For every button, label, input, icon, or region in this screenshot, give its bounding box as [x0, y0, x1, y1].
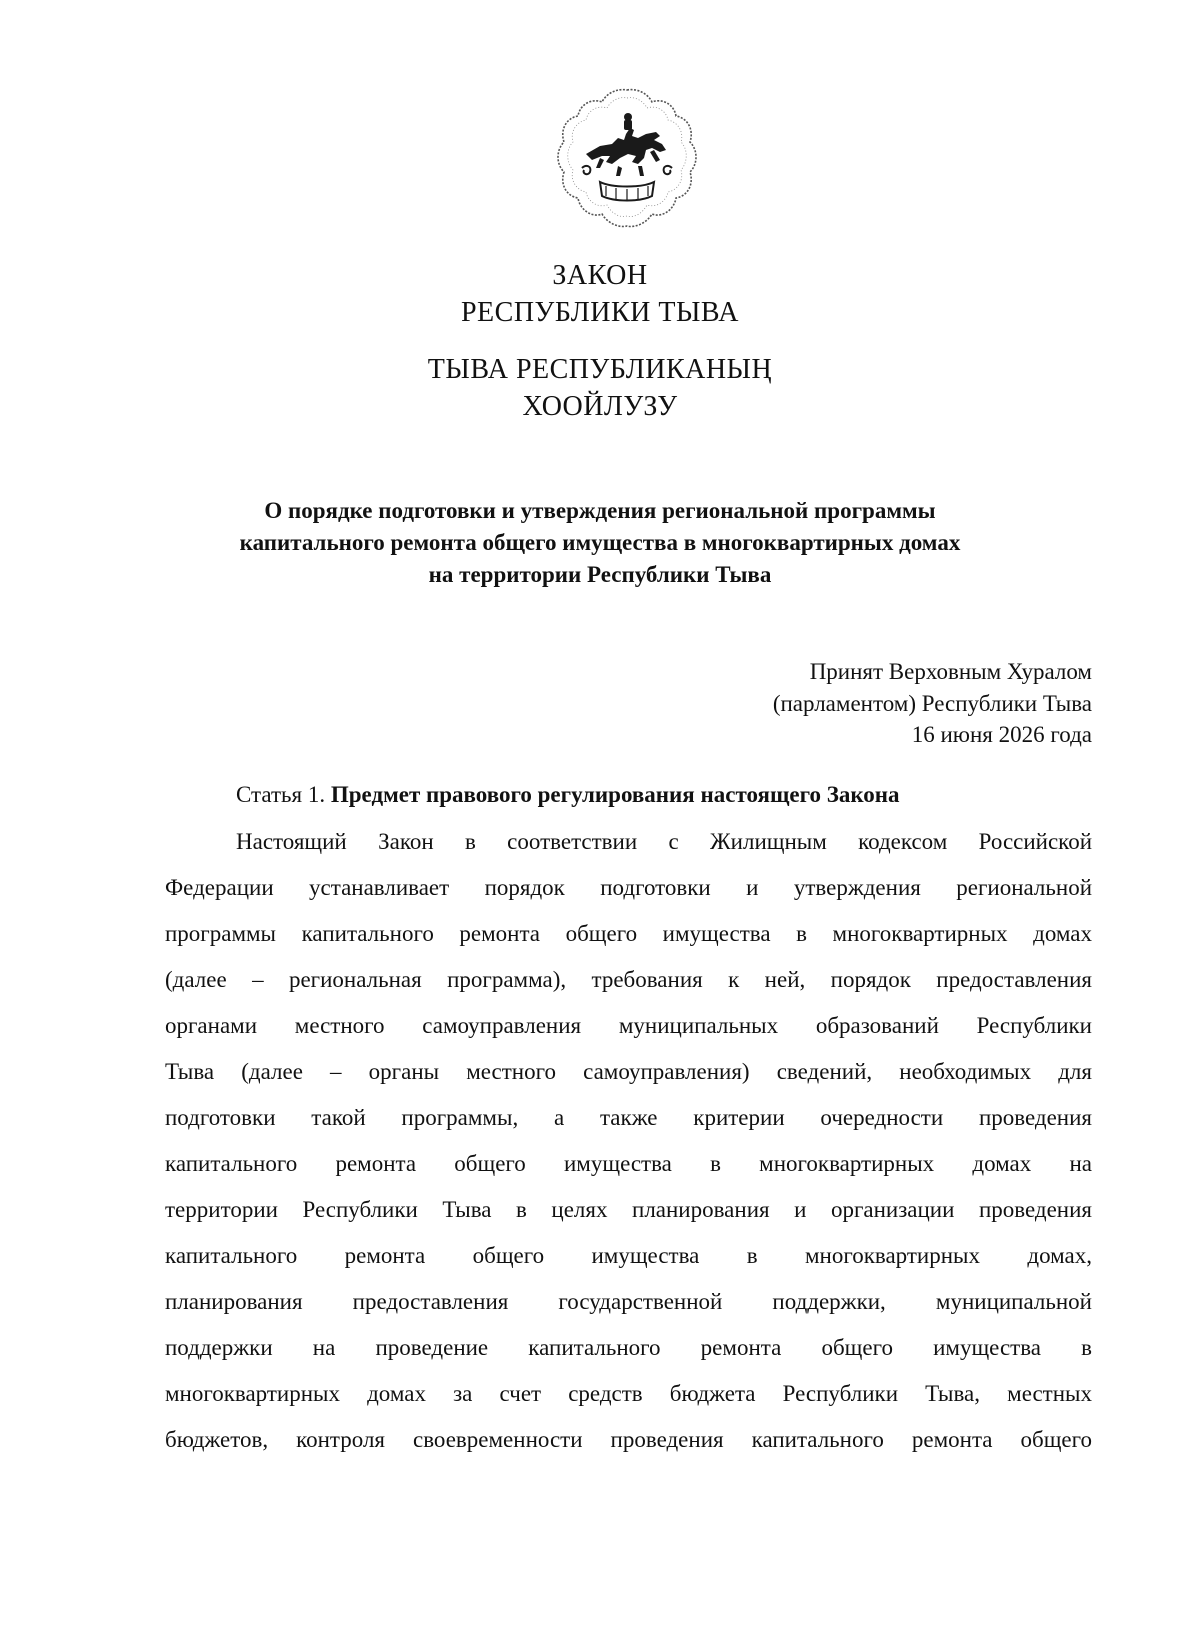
- article-line: капитального ремонта общего имущества в многоквартирных домах на: [165, 1151, 1092, 1176]
- article-line: (далее – региональная программа), требования к ней, порядок предоставления: [165, 967, 1092, 992]
- adopted-date: 16 июня 2026 года: [911, 722, 1092, 747]
- adopted-line2: (парламентом) Республики Тыва: [772, 691, 1092, 716]
- article-number: Статья 1.: [236, 782, 326, 807]
- article-line: многоквартирных домах за счет средств бюджета Республики Тыва, местных: [165, 1381, 1092, 1406]
- law-title-line2: капитального ремонта общего имущества в многоквартирных домах: [239, 530, 961, 555]
- adopted-line1: Принят Верховным Хуралом: [809, 659, 1092, 684]
- article-line: планирования предоставления государственной поддержки, муниципальной: [165, 1289, 1092, 1314]
- article-line: поддержки на проведение капитального ремонта общего имущества в: [165, 1335, 1092, 1360]
- article-line: территории Республики Тыва в целях планирования и организации проведения: [165, 1197, 1092, 1222]
- law-header-tv-line1: ТЫВА РЕСПУБЛИКАНЫҢ: [427, 354, 773, 385]
- law-title-line1: О порядке подготовки и утверждения региональной программы: [264, 498, 936, 523]
- article-line: программы капитального ремонта общего имущества в многоквартирных домах: [165, 921, 1092, 946]
- law-header-ru-line2: РЕСПУБЛИКИ ТЫВА: [460, 297, 740, 328]
- article-line: Настоящий Закон в соответствии с Жилищным кодексом Российской: [236, 829, 1092, 854]
- article-line: Тыва (далее – органы местного самоуправления) сведений, необходимых для: [165, 1059, 1092, 1084]
- law-header-tv-line2: ХООЙЛУЗУ: [522, 391, 678, 422]
- law-header-ru-line1: ЗАКОН: [552, 260, 648, 291]
- article-line: Федерации устанавливает порядок подготовки и утверждения региональной: [165, 875, 1092, 900]
- article-line: бюджетов, контроля своевременности проведения капитального ремонта общего: [165, 1427, 1092, 1452]
- article-line: капитального ремонта общего имущества в многоквартирных домах,: [165, 1243, 1092, 1268]
- law-title-line3: на территории Республики Тыва: [428, 562, 772, 587]
- article-line: органами местного самоуправления муниципальных образований Республики: [165, 1013, 1092, 1038]
- article-title: Предмет правового регулирования настоящего Закона: [330, 782, 900, 807]
- article-line: подготовки такой программы, а также критерии очередности проведения: [165, 1105, 1092, 1130]
- article-heading: [236, 779, 900, 811]
- tuva-coat-of-arms-emblem: [556, 84, 698, 232]
